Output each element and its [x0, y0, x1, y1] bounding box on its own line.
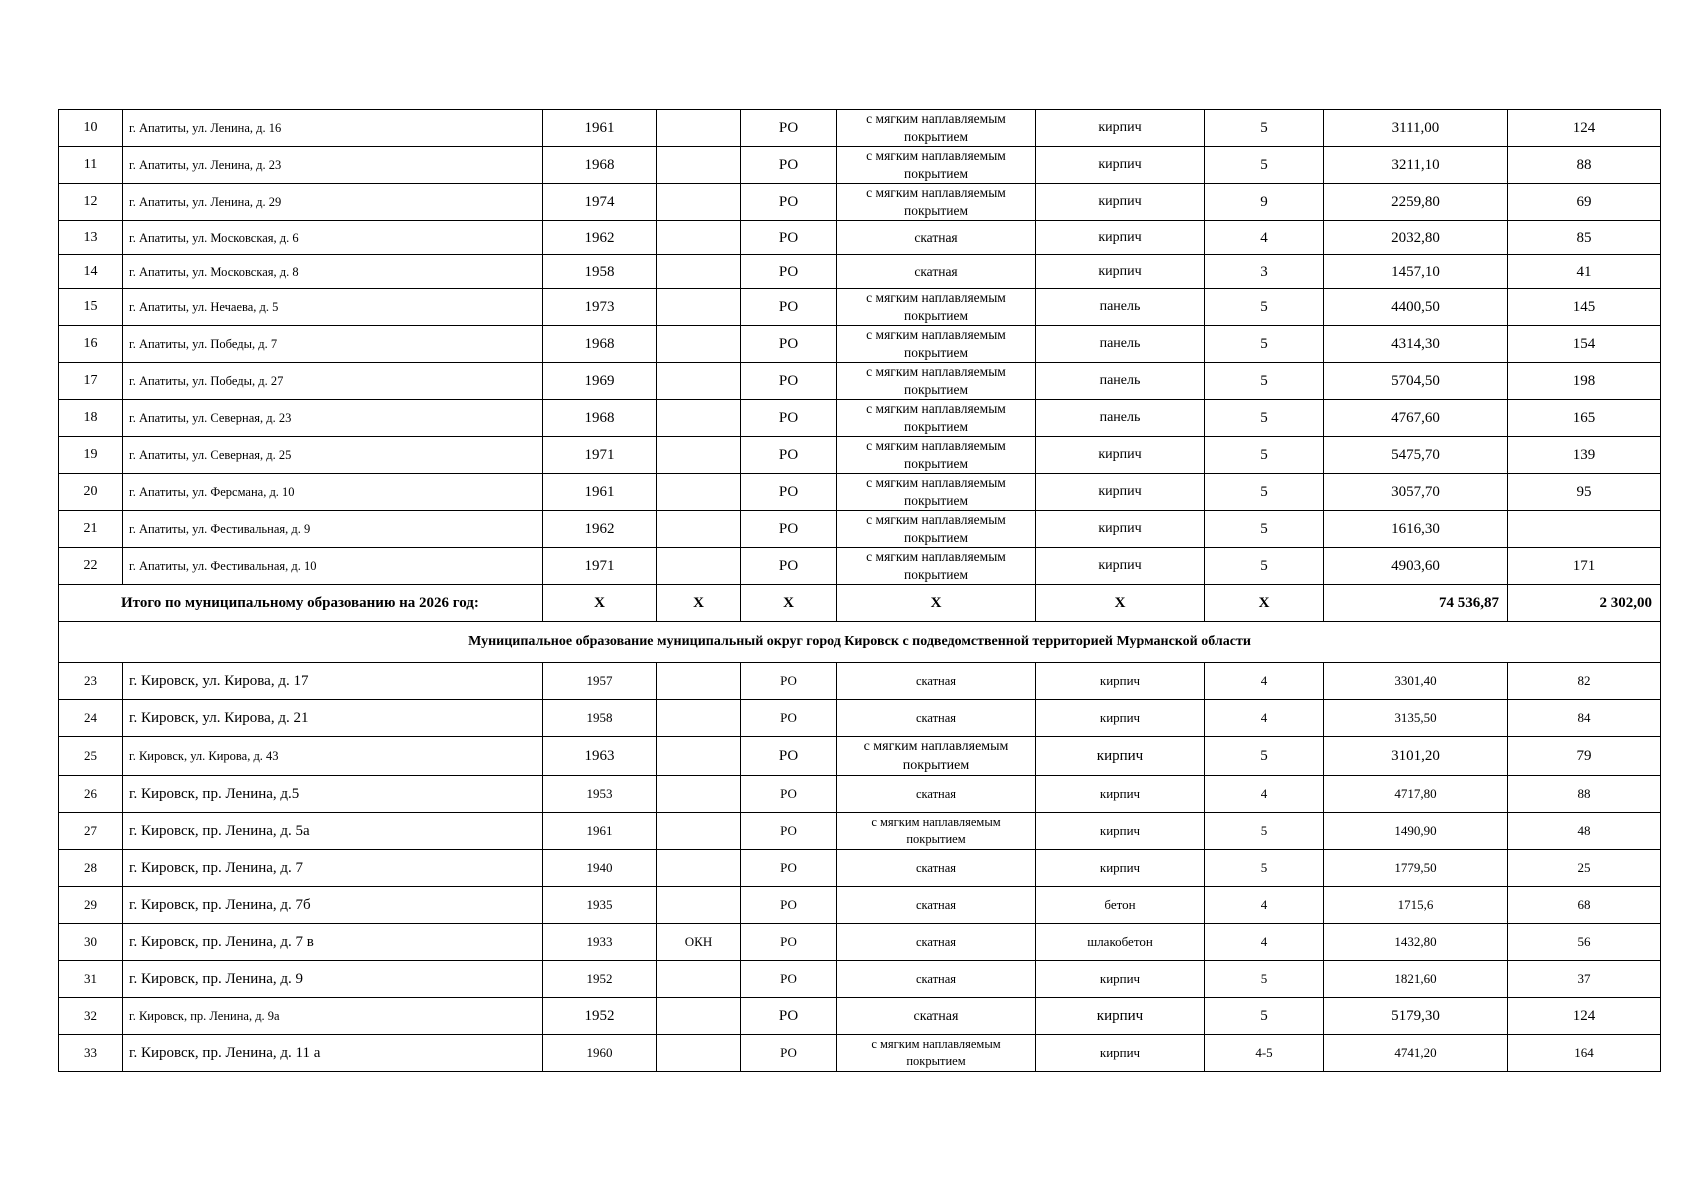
cell-year: 1961 [543, 110, 657, 147]
cell-area: 3135,50 [1324, 700, 1508, 737]
cell-floors: 5 [1205, 437, 1324, 474]
cell-year: 1935 [543, 887, 657, 924]
total-roof: X [837, 585, 1036, 622]
cell-address: г. Апатиты, ул. Московская, д. 6 [123, 221, 543, 255]
cell-walls: панель [1036, 289, 1205, 326]
cell-address: г. Кировск, пр. Ленина, д. 9а [123, 998, 543, 1035]
cell-year: 1958 [543, 700, 657, 737]
cell-area: 3101,20 [1324, 737, 1508, 776]
cell-okn [657, 110, 741, 147]
cell-year: 1969 [543, 363, 657, 400]
cell-method: РО [741, 776, 837, 813]
cell-floors: 4-5 [1205, 1035, 1324, 1072]
table-row [59, 961, 1661, 998]
cell-method: РО [741, 474, 837, 511]
cell-method: РО [741, 700, 837, 737]
cell-area: 3057,70 [1324, 474, 1508, 511]
table-row [59, 184, 1661, 221]
cell-residents: 124 [1508, 110, 1661, 147]
cell-roof: скатная [837, 663, 1036, 700]
total-floors: X [1205, 585, 1324, 622]
cell-address: г. Апатиты, ул. Ферсмана, д. 10 [123, 474, 543, 511]
cell-address: г. Апатиты, ул. Победы, д. 7 [123, 326, 543, 363]
cell-area: 1432,80 [1324, 924, 1508, 961]
cell-residents: 48 [1508, 813, 1661, 850]
cell-walls: кирпич [1036, 221, 1205, 255]
cell-residents: 171 [1508, 548, 1661, 585]
cell-okn [657, 813, 741, 850]
cell-area: 1779,50 [1324, 850, 1508, 887]
cell-floors: 5 [1205, 326, 1324, 363]
cell-area: 1616,30 [1324, 511, 1508, 548]
cell-area: 1715,6 [1324, 887, 1508, 924]
cell-year: 1940 [543, 850, 657, 887]
cell-year: 1953 [543, 776, 657, 813]
apatity-rows [59, 110, 1661, 585]
cell-residents: 37 [1508, 961, 1661, 998]
cell-walls: панель [1036, 326, 1205, 363]
cell-method: РО [741, 289, 837, 326]
cell-address: г. Кировск, пр. Ленина, д.5 [123, 776, 543, 813]
cell-address: г. Кировск, ул. Кирова, д. 17 [123, 663, 543, 700]
table-row [59, 924, 1661, 961]
cell-residents: 88 [1508, 776, 1661, 813]
cell-year: 1971 [543, 548, 657, 585]
cell-okn [657, 850, 741, 887]
cell-okn [657, 998, 741, 1035]
cell-method: РО [741, 511, 837, 548]
cell-residents: 124 [1508, 998, 1661, 1035]
cell-floors: 9 [1205, 184, 1324, 221]
table-row [59, 363, 1661, 400]
cell-method: РО [741, 110, 837, 147]
cell-okn [657, 1035, 741, 1072]
cell-okn [657, 326, 741, 363]
table-row [59, 221, 1661, 255]
cell-floors: 5 [1205, 400, 1324, 437]
cell-roof: скатная [837, 255, 1036, 289]
cell-method: РО [741, 400, 837, 437]
table-row [59, 289, 1661, 326]
cell-method: РО [741, 1035, 837, 1072]
cell-okn [657, 147, 741, 184]
cell-roof: с мягким наплавляемым покрытием [837, 813, 1036, 850]
cell-residents: 154 [1508, 326, 1661, 363]
cell-floors: 5 [1205, 813, 1324, 850]
cell-floors: 5 [1205, 961, 1324, 998]
cell-residents: 85 [1508, 221, 1661, 255]
table-row [59, 400, 1661, 437]
cell-method: РО [741, 363, 837, 400]
table-row [59, 737, 1661, 776]
cell-n: 18 [59, 400, 123, 437]
cell-walls: панель [1036, 363, 1205, 400]
cell-method: РО [741, 850, 837, 887]
cell-area: 2259,80 [1324, 184, 1508, 221]
table-row [59, 511, 1661, 548]
cell-address: г. Кировск, ул. Кирова, д. 21 [123, 700, 543, 737]
table-row [59, 776, 1661, 813]
cell-area: 1457,10 [1324, 255, 1508, 289]
cell-floors: 4 [1205, 924, 1324, 961]
cell-walls: кирпич [1036, 437, 1205, 474]
cell-year: 1968 [543, 326, 657, 363]
total-method: X [741, 585, 837, 622]
cell-walls: кирпич [1036, 110, 1205, 147]
cell-walls: кирпич [1036, 776, 1205, 813]
cell-walls: бетон [1036, 887, 1205, 924]
cell-floors: 4 [1205, 221, 1324, 255]
cell-year: 1952 [543, 961, 657, 998]
cell-floors: 5 [1205, 147, 1324, 184]
cell-walls: кирпич [1036, 813, 1205, 850]
cell-roof: с мягким наплавляемым покрытием [837, 548, 1036, 585]
cell-okn [657, 255, 741, 289]
section-header-row [59, 622, 1661, 663]
cell-walls: кирпич [1036, 700, 1205, 737]
cell-area: 4314,30 [1324, 326, 1508, 363]
cell-okn: ОКН [657, 924, 741, 961]
cell-address: г. Апатиты, ул. Победы, д. 27 [123, 363, 543, 400]
cell-year: 1933 [543, 924, 657, 961]
cell-roof: с мягким наплавляемым покрытием [837, 289, 1036, 326]
total-residents: 2 302,00 [1508, 585, 1661, 622]
cell-method: РО [741, 437, 837, 474]
cell-residents: 95 [1508, 474, 1661, 511]
cell-walls: кирпич [1036, 255, 1205, 289]
cell-area: 3301,40 [1324, 663, 1508, 700]
cell-year: 1960 [543, 1035, 657, 1072]
cell-roof: с мягким наплавляемым покрытием [837, 437, 1036, 474]
cell-walls: кирпич [1036, 184, 1205, 221]
cell-method: РО [741, 147, 837, 184]
cell-residents: 25 [1508, 850, 1661, 887]
cell-year: 1962 [543, 221, 657, 255]
cell-area: 1821,60 [1324, 961, 1508, 998]
cell-roof: с мягким наплавляемым покрытием [837, 326, 1036, 363]
cell-n: 19 [59, 437, 123, 474]
housing-table [58, 109, 1661, 1072]
cell-floors: 5 [1205, 110, 1324, 147]
cell-roof: с мягким наплавляемым покрытием [837, 1035, 1036, 1072]
table-row [59, 110, 1661, 147]
cell-area: 4717,80 [1324, 776, 1508, 813]
cell-n: 11 [59, 147, 123, 184]
cell-okn [657, 776, 741, 813]
cell-residents: 198 [1508, 363, 1661, 400]
cell-area: 2032,80 [1324, 221, 1508, 255]
cell-area: 4767,60 [1324, 400, 1508, 437]
cell-roof: с мягким наплавляемым покрытием [837, 147, 1036, 184]
cell-address: г. Кировск, пр. Ленина, д. 7 в [123, 924, 543, 961]
cell-okn [657, 737, 741, 776]
table-row [59, 548, 1661, 585]
cell-okn [657, 663, 741, 700]
table-row [59, 326, 1661, 363]
cell-year: 1962 [543, 511, 657, 548]
cell-walls: кирпич [1036, 1035, 1205, 1072]
cell-walls: кирпич [1036, 961, 1205, 998]
cell-residents: 41 [1508, 255, 1661, 289]
cell-roof: с мягким наплавляемым покрытием [837, 511, 1036, 548]
cell-residents: 84 [1508, 700, 1661, 737]
cell-area: 5475,70 [1324, 437, 1508, 474]
cell-method: РО [741, 998, 837, 1035]
cell-residents: 69 [1508, 184, 1661, 221]
cell-n: 23 [59, 663, 123, 700]
cell-residents: 82 [1508, 663, 1661, 700]
cell-method: РО [741, 548, 837, 585]
cell-residents [1508, 511, 1661, 548]
cell-method: РО [741, 184, 837, 221]
cell-floors: 4 [1205, 700, 1324, 737]
cell-address: г. Апатиты, ул. Северная, д. 25 [123, 437, 543, 474]
cell-okn [657, 887, 741, 924]
cell-floors: 5 [1205, 850, 1324, 887]
cell-address: г. Кировск, ул. Кирова, д. 43 [123, 737, 543, 776]
cell-okn [657, 363, 741, 400]
table-row [59, 147, 1661, 184]
cell-residents: 164 [1508, 1035, 1661, 1072]
cell-roof: скатная [837, 850, 1036, 887]
cell-year: 1968 [543, 147, 657, 184]
cell-year: 1974 [543, 184, 657, 221]
cell-n: 15 [59, 289, 123, 326]
cell-method: РО [741, 924, 837, 961]
cell-n: 20 [59, 474, 123, 511]
cell-walls: кирпич [1036, 998, 1205, 1035]
cell-floors: 3 [1205, 255, 1324, 289]
cell-n: 16 [59, 326, 123, 363]
cell-floors: 4 [1205, 776, 1324, 813]
cell-address: г. Апатиты, ул. Северная, д. 23 [123, 400, 543, 437]
cell-area: 4741,20 [1324, 1035, 1508, 1072]
table-row [59, 663, 1661, 700]
total-walls: X [1036, 585, 1205, 622]
cell-address: г. Апатиты, ул. Нечаева, д. 5 [123, 289, 543, 326]
cell-method: РО [741, 887, 837, 924]
table-row [59, 255, 1661, 289]
cell-roof: скатная [837, 776, 1036, 813]
cell-n: 25 [59, 737, 123, 776]
section-title: Муниципальное образование муниципальный округ город Кировск с подведомственной территорией Мурманской области [59, 622, 1661, 663]
cell-address: г. Апатиты, ул. Фестивальная, д. 10 [123, 548, 543, 585]
table-row [59, 887, 1661, 924]
cell-address: г. Апатиты, ул. Фестивальная, д. 9 [123, 511, 543, 548]
cell-roof: скатная [837, 998, 1036, 1035]
cell-address: г. Апатиты, ул. Московская, д. 8 [123, 255, 543, 289]
cell-n: 17 [59, 363, 123, 400]
cell-address: г. Кировск, пр. Ленина, д. 9 [123, 961, 543, 998]
cell-year: 1958 [543, 255, 657, 289]
cell-floors: 5 [1205, 474, 1324, 511]
cell-roof: с мягким наплавляемым покрытием [837, 400, 1036, 437]
cell-n: 32 [59, 998, 123, 1035]
total-label: Итого по муниципальному образованию на 2026 год: [59, 585, 543, 622]
table-row [59, 813, 1661, 850]
cell-year: 1952 [543, 998, 657, 1035]
cell-walls: кирпич [1036, 548, 1205, 585]
cell-n: 28 [59, 850, 123, 887]
cell-walls: кирпич [1036, 474, 1205, 511]
cell-address: г. Кировск, пр. Ленина, д. 11 а [123, 1035, 543, 1072]
cell-n: 21 [59, 511, 123, 548]
cell-address: г. Кировск, пр. Ленина, д. 7б [123, 887, 543, 924]
cell-year: 1963 [543, 737, 657, 776]
cell-address: г. Кировск, пр. Ленина, д. 5а [123, 813, 543, 850]
cell-year: 1971 [543, 437, 657, 474]
cell-walls: кирпич [1036, 147, 1205, 184]
cell-okn [657, 289, 741, 326]
cell-method: РО [741, 961, 837, 998]
cell-n: 14 [59, 255, 123, 289]
cell-roof: с мягким наплавляемым покрытием [837, 110, 1036, 147]
cell-residents: 139 [1508, 437, 1661, 474]
cell-floors: 5 [1205, 511, 1324, 548]
cell-okn [657, 184, 741, 221]
cell-method: РО [741, 221, 837, 255]
cell-area: 1490,90 [1324, 813, 1508, 850]
cell-n: 24 [59, 700, 123, 737]
cell-roof: с мягким наплавляемым покрытием [837, 737, 1036, 776]
cell-year: 1968 [543, 400, 657, 437]
cell-method: РО [741, 663, 837, 700]
cell-n: 30 [59, 924, 123, 961]
cell-walls: панель [1036, 400, 1205, 437]
cell-floors: 5 [1205, 289, 1324, 326]
cell-okn [657, 400, 741, 437]
cell-walls: кирпич [1036, 850, 1205, 887]
cell-okn [657, 511, 741, 548]
cell-n: 27 [59, 813, 123, 850]
cell-roof: с мягким наплавляемым покрытием [837, 363, 1036, 400]
cell-address: г. Апатиты, ул. Ленина, д. 23 [123, 147, 543, 184]
cell-roof: скатная [837, 700, 1036, 737]
cell-n: 13 [59, 221, 123, 255]
cell-address: г. Кировск, пр. Ленина, д. 7 [123, 850, 543, 887]
cell-residents: 68 [1508, 887, 1661, 924]
cell-n: 12 [59, 184, 123, 221]
cell-method: РО [741, 326, 837, 363]
cell-area: 5179,30 [1324, 998, 1508, 1035]
cell-residents: 88 [1508, 147, 1661, 184]
total-row [59, 585, 1661, 622]
table-row [59, 474, 1661, 511]
cell-floors: 4 [1205, 887, 1324, 924]
cell-okn [657, 437, 741, 474]
cell-floors: 5 [1205, 363, 1324, 400]
cell-method: РО [741, 737, 837, 776]
cell-walls: кирпич [1036, 511, 1205, 548]
cell-okn [657, 548, 741, 585]
cell-residents: 165 [1508, 400, 1661, 437]
cell-roof: скатная [837, 887, 1036, 924]
cell-residents: 79 [1508, 737, 1661, 776]
cell-n: 29 [59, 887, 123, 924]
cell-walls: шлакобетон [1036, 924, 1205, 961]
cell-okn [657, 474, 741, 511]
cell-roof: скатная [837, 961, 1036, 998]
cell-floors: 5 [1205, 998, 1324, 1035]
cell-walls: кирпич [1036, 737, 1205, 776]
table-row [59, 1035, 1661, 1072]
cell-floors: 5 [1205, 737, 1324, 776]
cell-area: 3111,00 [1324, 110, 1508, 147]
cell-method: РО [741, 255, 837, 289]
cell-area: 4903,60 [1324, 548, 1508, 585]
cell-n: 22 [59, 548, 123, 585]
table-row [59, 850, 1661, 887]
total-year: X [543, 585, 657, 622]
total-block [59, 585, 1661, 663]
total-okn: X [657, 585, 741, 622]
cell-year: 1957 [543, 663, 657, 700]
table-row [59, 700, 1661, 737]
cell-n: 26 [59, 776, 123, 813]
cell-year: 1961 [543, 474, 657, 511]
cell-roof: скатная [837, 924, 1036, 961]
cell-year: 1961 [543, 813, 657, 850]
table-row [59, 437, 1661, 474]
cell-roof: с мягким наплавляемым покрытием [837, 474, 1036, 511]
cell-year: 1973 [543, 289, 657, 326]
cell-n: 31 [59, 961, 123, 998]
cell-okn [657, 221, 741, 255]
cell-n: 33 [59, 1035, 123, 1072]
cell-area: 3211,10 [1324, 147, 1508, 184]
cell-walls: кирпич [1036, 663, 1205, 700]
cell-okn [657, 961, 741, 998]
total-area: 74 536,87 [1324, 585, 1508, 622]
cell-address: г. Апатиты, ул. Ленина, д. 29 [123, 184, 543, 221]
cell-area: 4400,50 [1324, 289, 1508, 326]
cell-roof: с мягким наплавляемым покрытием [837, 184, 1036, 221]
cell-residents: 145 [1508, 289, 1661, 326]
cell-area: 5704,50 [1324, 363, 1508, 400]
cell-okn [657, 700, 741, 737]
cell-roof: скатная [837, 221, 1036, 255]
cell-residents: 56 [1508, 924, 1661, 961]
cell-floors: 4 [1205, 663, 1324, 700]
cell-n: 10 [59, 110, 123, 147]
cell-method: РО [741, 813, 837, 850]
cell-floors: 5 [1205, 548, 1324, 585]
table-row [59, 998, 1661, 1035]
cell-address: г. Апатиты, ул. Ленина, д. 16 [123, 110, 543, 147]
kirovsk-rows [59, 663, 1661, 1072]
